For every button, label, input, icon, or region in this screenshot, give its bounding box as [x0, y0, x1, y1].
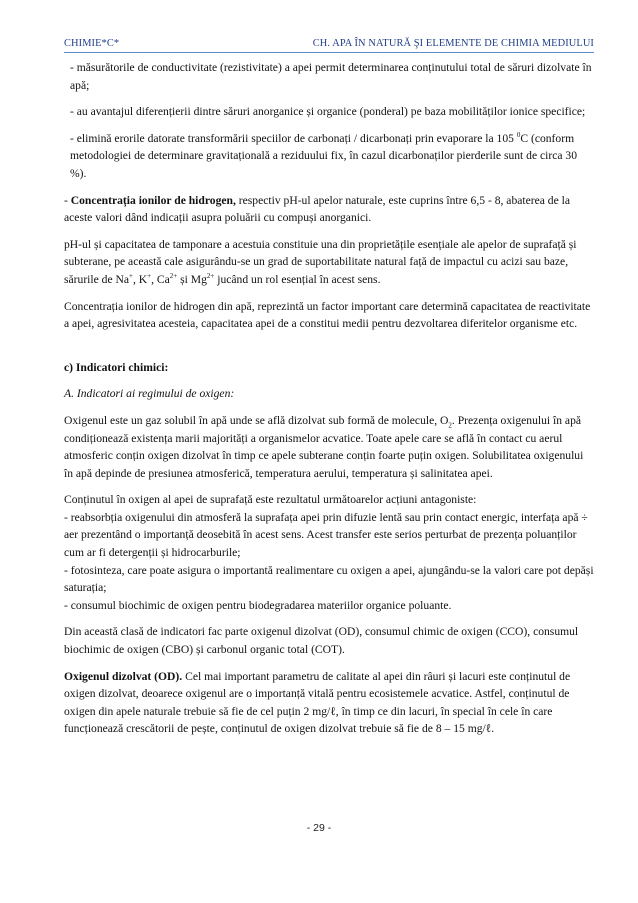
paragraph-reactivity: Concentrația ionilor de hidrogen din apă, reprezintă un factor important care determină capacitatea de reactivitate a apei, agresivitatea acesteia, capacitatea apei de a constitui medii pentru dezvoltarea diferitelor organisme etc. — [64, 299, 591, 331]
list-item: - consumul biochimic de oxigen pentru biodegradarea materiilor organice poluante. — [64, 598, 452, 612]
paragraph-oxygen-content: Conținutul în oxigen al apei de suprafață este rezultatul următoarelor acțiuni antagoniste: - reabsorbția oxigenului din atmosferă la suprafața apei prin difuzie lentă sau prin contact energic, interfața apă ÷ aer prezentând o importanță deosebită în acest sens. Acest transfer este serios perturbat de prezența poluanților cum ar fi detergenții și hidrocarburile; - fotosinteza, care poate asigura o importantă realimentare cu oxigen a apei, ajungându-se la valori care pot depăși saturația; - consumul biochimic de oxigen pentru biodegradarea materiilor organice poluante. — [64, 493, 594, 612]
paragraph-dissolved-oxygen: Oxigenul dizolvat (OD). Cel mai important parametru de calitate al apei din râuri și lacuri este conținutul de oxigen dizolvat, deoarece oxigenul are o importanță vitală pentru ecosistemele acvatice. Astfel, conținutul de oxigen din apele naturale trebuie să fie de cel puțin 2 mg/ℓ, în timp ce din lacuri, în special în cele în care funcționează crescătorii de pește, conținutul de oxigen dizolvat trebuie să fie de 8 – 15 mg/ℓ. — [64, 669, 571, 736]
subsection-heading-oxygen: A. Indicatori ai regimului de oxigen: — [64, 387, 235, 401]
paragraph-buffer: pH-ul și capacitatea de tamponare a acestuia constituie una din proprietățile esențiale ale apelor de suprafață și subterane, pe această cale asigurându-se un grad de suportabilitate natural față de impactul cu acizi sau baze, sărurile de Na+, K+, $Ca^{2+}$ și $Mg^{2+}$ jucând un rol esențial în acest sens. — [64, 237, 577, 286]
bullet-conductivity-1: - măsurătorile de conductivitate (rezistivitate) a apei permit determinarea conținutului total de săruri dizolvate în apă; — [70, 61, 592, 92]
term-dissolved-oxygen: Oxigenul dizolvat (OD). — [64, 669, 183, 683]
list-item: - reabsorbția oxigenului din atmosferă la suprafața apei prin difuzie lentă sau prin contact energic, interfața apă ÷ aer prezentând o importanță deosebită în acest sens. Acest transfer este serios perturbat de prezența poluanților cum ar fi detergenții și hidrocarburile; — [64, 510, 588, 560]
page-body — [64, 59, 594, 747]
section-heading-chemical-indicators: c) Indicatori chimici: — [64, 360, 169, 374]
page-number: - 29 - — [306, 822, 332, 834]
list-item: - fotosinteza, care poate asigura o importantă realimentare cu oxigen a apei, ajungându-se la valori care pot depăși saturația; — [64, 563, 594, 595]
header-left-title: CHIMIE*C* — [64, 38, 120, 49]
bullet-conductivity-3: - elimină erorile datorate transformării speciilor de carbonați / dicarbonați prin evaporare la 105 $^0$C (conform metodologiei de determinare gravitațională a reziduului fix, în cazul dicarbonaților pierderile sunt de circa 30 %). — [70, 130, 578, 180]
paragraph-ph: - Concentrația ionilor de hidrogen, respectiv pH-ul apelor naturale, este cuprins între 6,5 - 8, abaterea de la aceste valori dând indicații asupra poluării cu compuși anorganici. — [64, 193, 571, 225]
term-hydrogen-ion-concentration: Concentrația ionilor de hidrogen, — [70, 193, 236, 207]
header-right-title: CH. APA ÎN NATURĂ ŞI ELEMENTE DE CHIMIA MEDIULUI — [312, 38, 594, 49]
paragraph-indicator-class: Din această clasă de indicatori fac parte oxigenul dizolvat (OD), consumul chimic de oxigen (CCO), consumul biochimic de oxigen (CBO) și carbonul organic total (COT). — [64, 625, 579, 657]
bullet-conductivity-2: - au avantajul diferențierii dintre săruri anorganice și organice (ponderal) pe baza mobilităților ionice specifice; — [70, 105, 586, 119]
paragraph-oxygen-solubility: Oxigenul este un gaz solubil în apă unde se află dizolvat sub formă de molecule, $O_2$. Prezența oxigenului în apă condiționează existența marii majorități a organismelor acvatice. Toate apele care se află în contact cu aerul atmosferic conțin oxigen dizolvat în timp ce apele subterane conțin foarte puțin oxigen. Solubilitatea oxigenului în apă depinde de presiunea atmosferică, temperatura aerului, temperatura și salinitatea apei. — [64, 413, 584, 480]
page-header — [64, 36, 594, 53]
